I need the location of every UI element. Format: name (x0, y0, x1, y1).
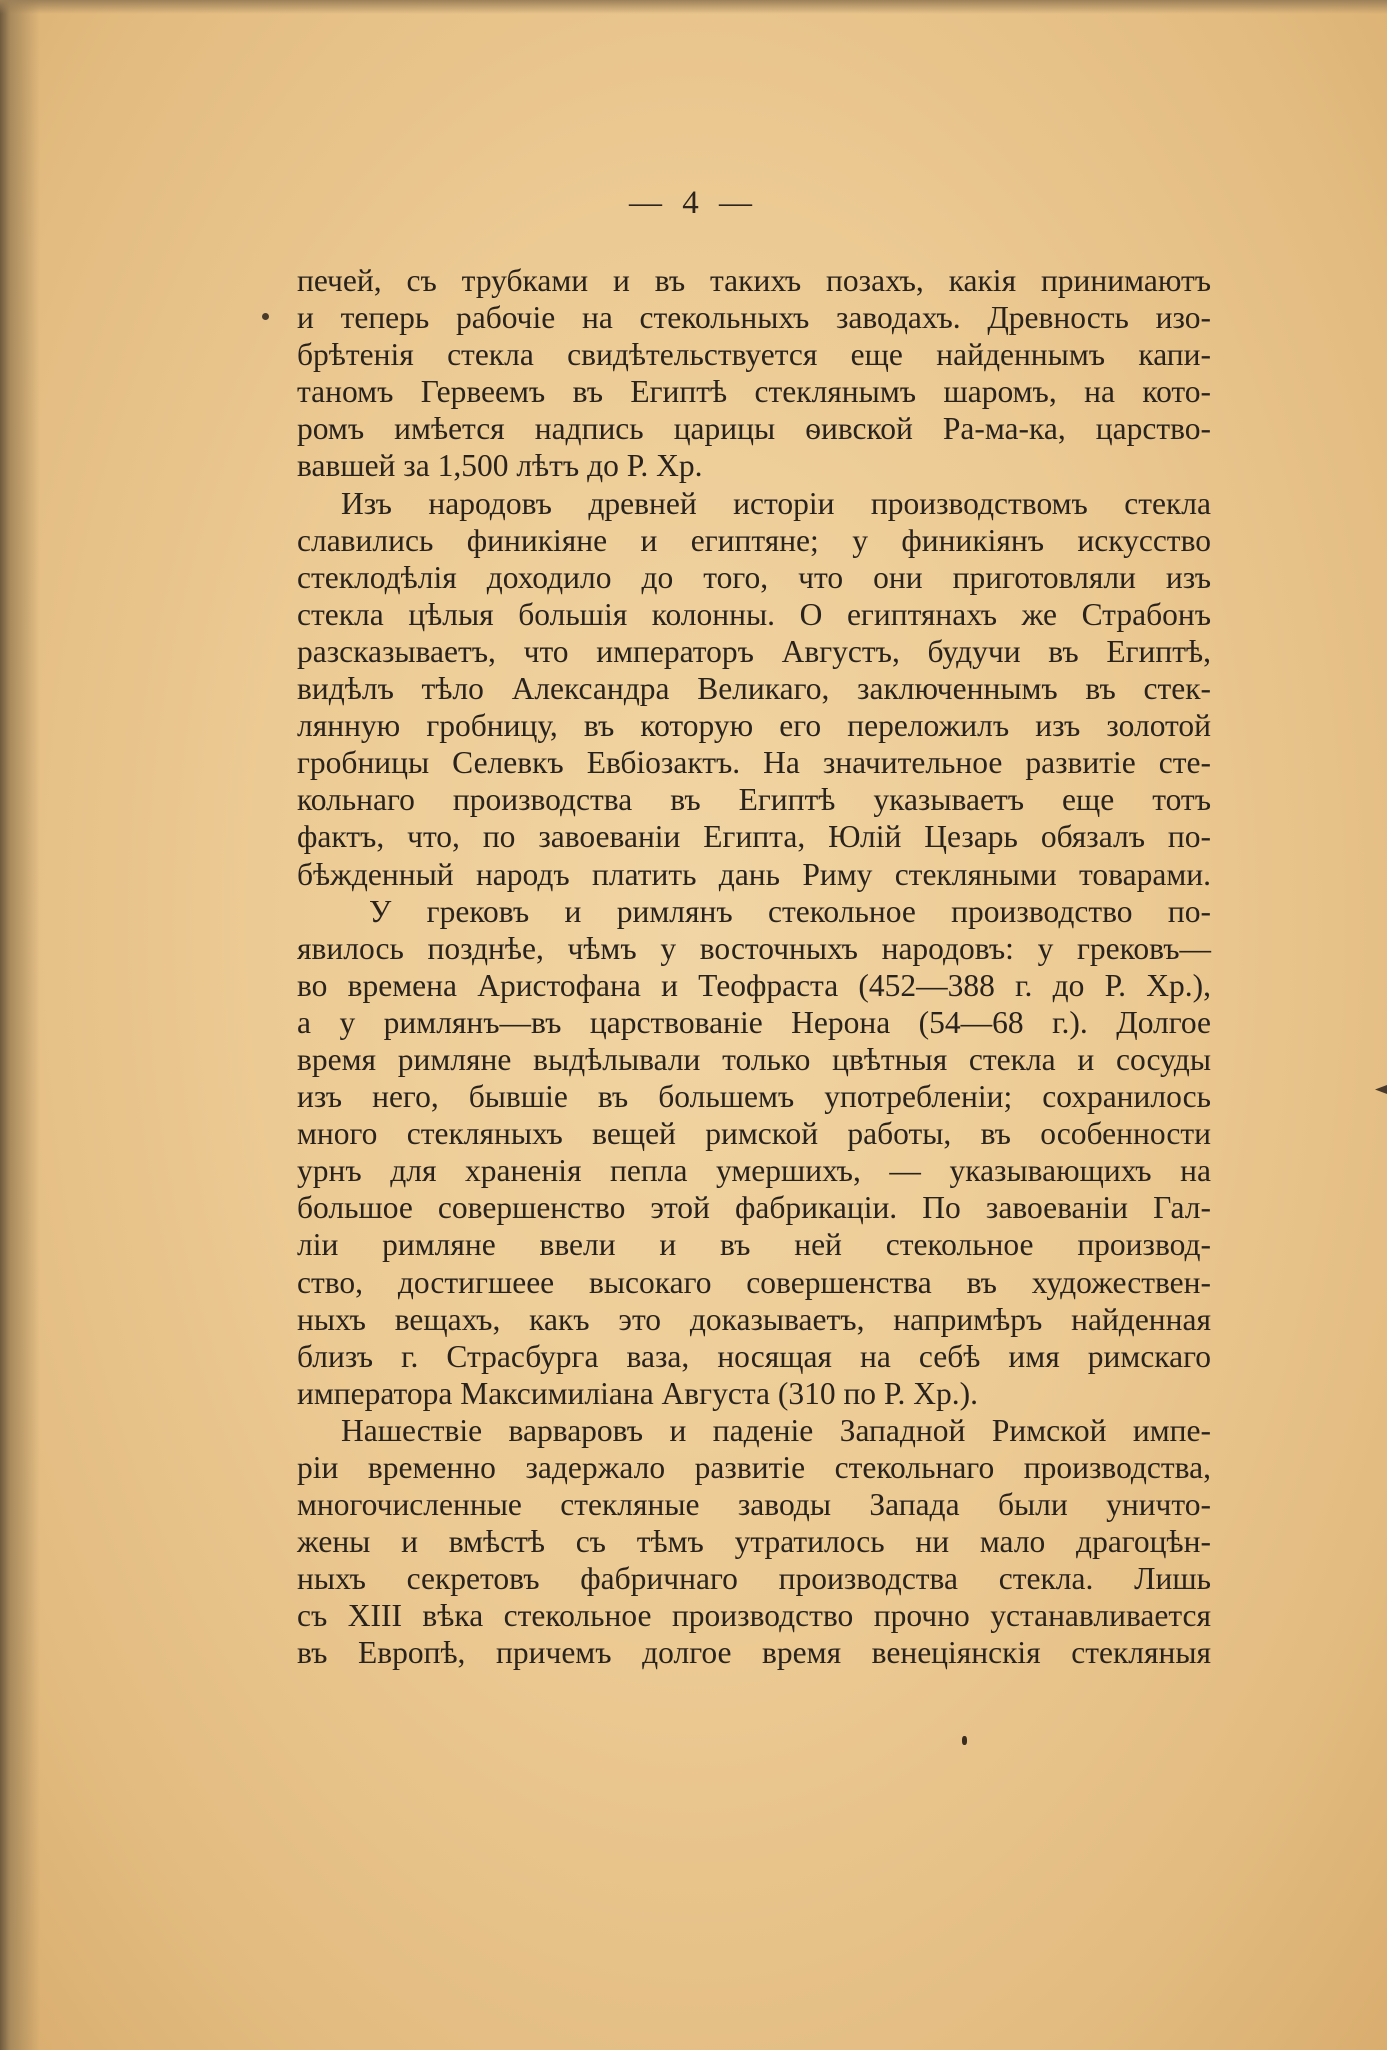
binding-shadow (0, 0, 40, 2050)
ink-speck (962, 1736, 967, 1745)
text-line: разсказываетъ, что императоръ Августъ, будучи въ Египтѣ, (297, 633, 1211, 669)
text-line: большое совершенство этой фабрикаціи. По завоеваніи Гал- (297, 1190, 1211, 1226)
text-line: фактъ, что, по завоеваніи Египта, Юлій Цезарь обязалъ по- (297, 819, 1211, 855)
text-line: близъ г. Страсбурга ваза, носящая на себѣ имя римскаго (297, 1338, 1211, 1374)
text-line: императора Максимиліана Августа (310 по Р. Хр.). (297, 1375, 979, 1411)
page-number: — 4 — (629, 185, 758, 221)
text-line: ныхъ вещахъ, какъ это доказываетъ, напримѣръ найденная (297, 1301, 1211, 1337)
text-line: Нашествіе варваровъ и паденіе Западной Римской импе- (341, 1412, 1211, 1448)
text-line: во времена Аристофана и Теофраста (452—388 г. до Р. Хр.), (297, 967, 1211, 1003)
text-line: Изъ народовъ древней исторіи производствомъ стекла (341, 485, 1211, 521)
text-line: а у римлянъ—въ царствованіе Нерона (54—68 г.). Долгое (297, 1004, 1211, 1040)
text-line: брѣтенія стекла свидѣтельствуется еще найденнымъ капи- (297, 337, 1211, 373)
text-line: вавшей за 1,500 лѣтъ до Р. Хр. (297, 448, 703, 484)
body-text (297, 262, 1211, 1672)
text-line: и теперь рабочіе на стекольныхъ заводахъ. Древность изо- (297, 300, 1211, 336)
text-line: гробницы Селевкъ Евбіозактъ. На значительное развитіе сте- (297, 745, 1211, 781)
text-line: въ Европѣ, причемъ долгое время венеціянскія стекляныя (297, 1635, 1211, 1671)
text-line: ріи временно задержало развитіе стекольнаго производства, (297, 1450, 1211, 1485)
text-line: славились финикіяне и египтяне; у финикіянъ искусство (297, 522, 1211, 558)
text-line: стеклодѣлія доходило до того, что они приготовляли изъ (297, 559, 1211, 595)
top-edge-shadow (0, 0, 1387, 14)
text-line: стекла цѣлыя большія колонны. О египтянахъ же Страбонъ (297, 596, 1211, 632)
text-line: видѣлъ тѣло Александра Великаго, заключеннымъ въ стек- (297, 671, 1211, 707)
text-line: изъ него, бывшіе въ большемъ употребленіи; сохранилось (297, 1079, 1211, 1115)
text-line: ство, достигшеее высокаго совершенства въ художествен- (297, 1264, 1211, 1300)
text-line: съ XIII вѣка стекольное производство прочно устанавливается (297, 1598, 1211, 1634)
text-line: время римляне выдѣлывали только цвѣтныя стекла и сосуды (297, 1041, 1211, 1077)
text-line: таномъ Гервеемъ въ Египтѣ стеклянымъ шаромъ, на кото- (297, 374, 1211, 410)
text-line: много стекляныхъ вещей римской работы, въ особенности (297, 1116, 1211, 1152)
text-line: жены и вмѣстѣ съ тѣмъ утратилось ни мало драгоцѣн- (297, 1524, 1211, 1560)
text-line: многочисленные стекляные заводы Запада были уничто- (297, 1487, 1211, 1523)
text-line: урнъ для храненія пепла умершихъ, — указывающихъ на (297, 1153, 1211, 1189)
text-line: ромъ имѣется надпись царицы ѳивской Ра-ма-ка, царство- (297, 411, 1211, 447)
text-line: явилось позднѣе, чѣмъ у восточныхъ народовъ: у грековъ— (297, 930, 1211, 966)
text-line: лянную гробницу, въ которую его переложилъ изъ золотой (297, 708, 1211, 744)
text-line: У грековъ и римлянъ стекольное производство по- (369, 893, 1211, 929)
edge-mark (1375, 1085, 1387, 1094)
text-line: ныхъ секретовъ фабричнаго производства стекла. Лишь (297, 1561, 1211, 1597)
margin-ink-dot (262, 313, 269, 320)
text-line: бѣжденный народъ платить дань Риму стекляными товарами. (297, 856, 1211, 892)
text-line: печей, съ трубками и въ такихъ позахъ, какія принимаютъ (297, 263, 1211, 298)
text-line: ліи римляне ввели и въ ней стекольное производ- (297, 1227, 1211, 1263)
text-line: кольнаго производства въ Египтѣ указываетъ еще тотъ (297, 782, 1211, 818)
